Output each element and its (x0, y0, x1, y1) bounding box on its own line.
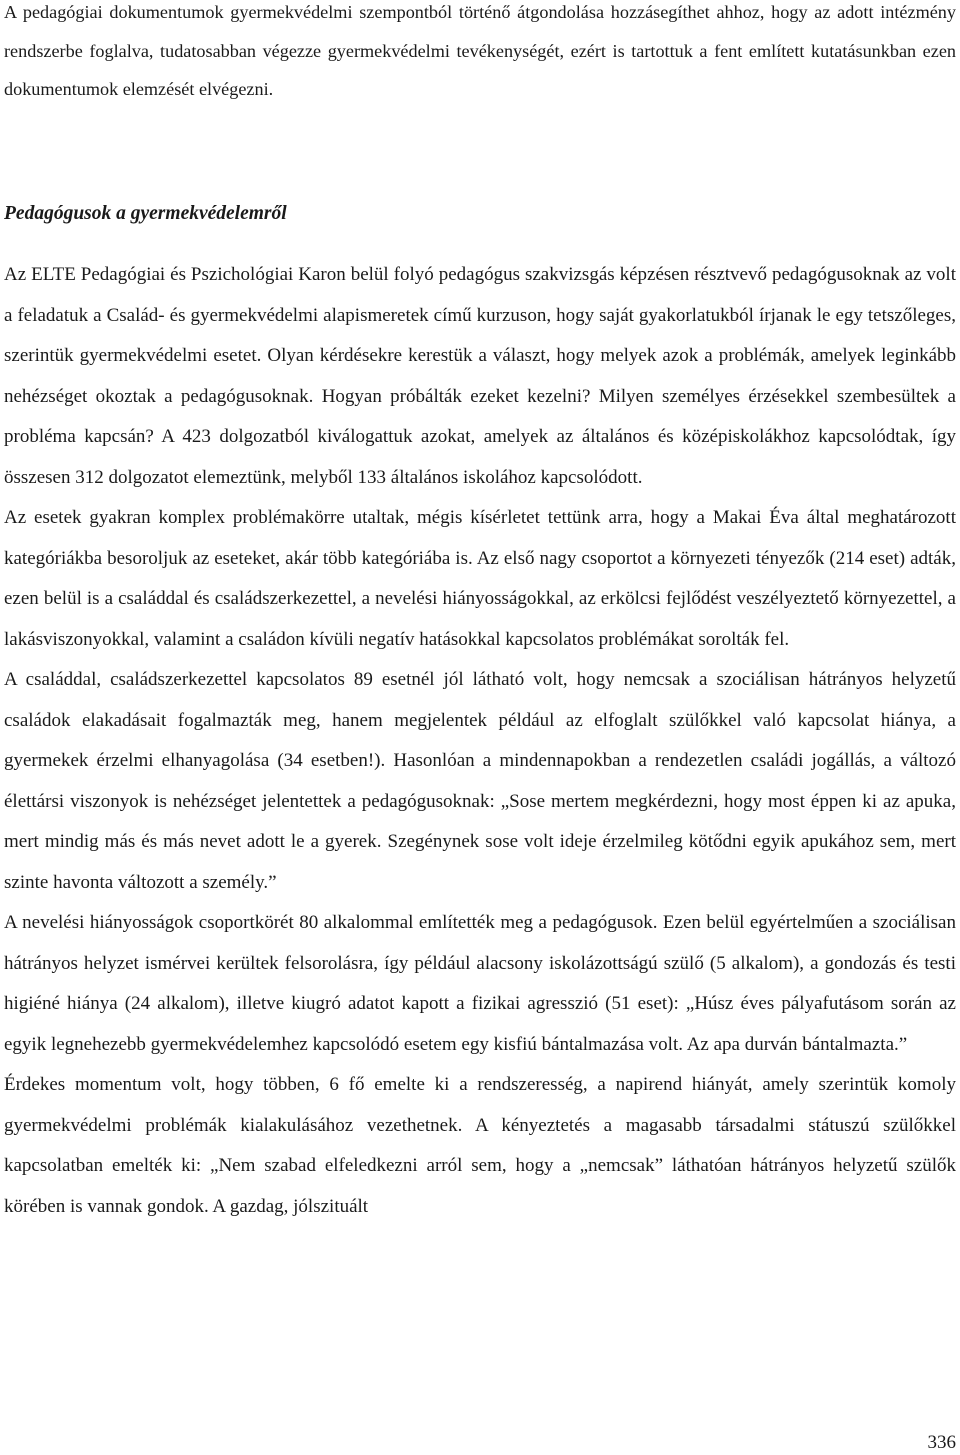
page-number: 336 (927, 1432, 956, 1453)
document-page (4, 0, 956, 1455)
section-heading: Pedagógusok a gyermekvédelemről (4, 203, 287, 224)
body-paragraph: Érdekes momentum volt, hogy többen, 6 fő emelte ki a rendszeresség, a napirend hiányát, amely szerintük komoly gyermekvédelmi problémák kialakulásához vezethetnek. A kényeztetés a magasabb társadalmi státuszú szülőkkel kapcsolatban emelték ki: „Nem szabad elfeledkezni arról sem, hogy a „nemcsak” láthatóan hátrányos helyzetű szülők körében is vannak gondok. A gazdag, jólszituált (4, 1074, 956, 1217)
body-paragraph: A nevelési hiányosságok csoportkörét 80 alkalommal említették meg a pedagógusok. Ezen belül egyértelműen a szociálisan hátrányos helyzet ismérvei kerültek felsorolásra, így például alacsony iskolázottságú szülő (5 alkalom), a gondozás és testi higiéné hiánya (24 alkalom), illetve kiugró adatot kapott a fizikai agresszió (51 eset): „Húsz éves pályafutásom során az egyik legnehezebb gyermekvédelemhez kapcsolódó esetem egy kisfiú bántalmazása volt. Az apa durván bántalmazta.” (4, 912, 956, 1055)
body-paragraph: Az esetek gyakran komplex problémakörre utaltak, mégis kísérletet tettünk arra, hogy a Makai Éva által meghatározott kategóriákba besoroljuk az eseteket, akár több kategóriába is. Az első nagy csoportot a környezeti tényezők (214 eset) adták, ezen belül is a családdal és családszerkezettel, a nevelési hiányosságokkal, az erkölcsi fejlődést veszélyeztető környezettel, a lakásviszonyokkal, valamint a családon kívüli negatív hatásokkal kapcsolatos problémákat sorolták fel. (4, 507, 956, 650)
body-paragraph: A családdal, családszerkezettel kapcsolatos 89 esetnél jól látható volt, hogy nemcsak a szociálisan hátrányos helyzetű családok elakadásait fogalmazták meg, hanem megjelentek például az elfoglalt szülőkkel való kapcsolat hiánya, a gyermekek érzelmi elhanyagolása (34 esetben!). Hasonlóan a mindennapokban a rendezetlen családi jogállás, a változó élettársi viszonyok is nehézséget jelentettek a pedagógusoknak: „Sose mertem megkérdezni, hogy most éppen ki az apuka, mert mindig más és más nevet adott le a gyerek. Szegénynek sose volt ideje érzelmileg kötődni egyik apukához sem, mert szinte havonta változott a személy.” (4, 669, 956, 893)
body-paragraph: Az ELTE Pedagógiai és Pszichológiai Karon belül folyó pedagógus szakvizsgás képzésen résztvevő pedagógusoknak az volt a feladatuk a Család- és gyermekvédelmi alapismeretek című kurzuson, hogy saját gyakorlatukból írjanak le egy tetszőleges, szerintük gyermekvédelmi esetet. Olyan kérdésekre kerestük a választ, hogy melyek azok a problémák, amelyek leginkább nehézséget okoztak a pedagógusoknak. Hogyan próbálták ezeket kezelni? Milyen személyes érzésekkel szembesültek a probléma kapcsán? A 423 dolgozatból kiválogattuk azokat, amelyek az általános és középiskolákhoz kapcsolódtak, így összesen 312 dolgozatot elemeztünk, melyből 133 általános iskolához kapcsolódott. (4, 264, 956, 488)
section-body (4, 255, 956, 1227)
intro-paragraph: A pedagógiai dokumentumok gyermekvédelmi szempontból történő átgondolása hozzásegíthet ahhoz, hogy az adott intézmény rendszerbe foglalva, tudatosabban végezze gyermekvédelmi tevékenységét, ezért is tartottuk a fent említett kutatásunkban ezen dokumentumok elemzését elvégezni. (4, 2, 956, 100)
